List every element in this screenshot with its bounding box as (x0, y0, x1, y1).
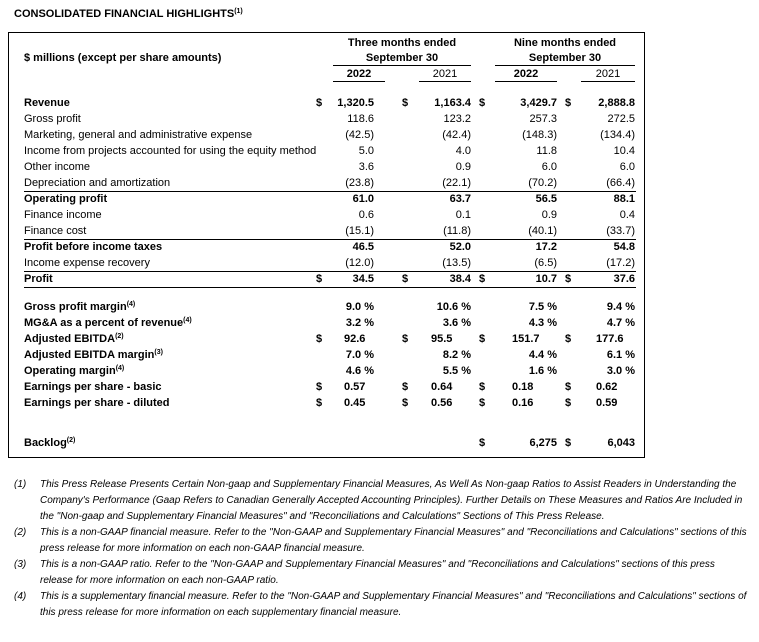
metric-value: 0.56 (431, 397, 453, 409)
title-text: CONSOLIDATED FINANCIAL HIGHLIGHTS (14, 8, 235, 20)
metric-label-text: Earnings per share - diluted (24, 397, 170, 409)
footnote-text: This is a non-GAAP ratio. Refer to the "Non-GAAP and Supplementary Financial Measures" and "Reconciliations and Calculations" sections of this press release for more information on each non-GAAP ratio. (40, 559, 715, 586)
metric-label (24, 300, 135, 314)
row-rule (24, 287, 636, 288)
row-value: 38.4 (449, 273, 471, 285)
row-value: 2,888.8 (598, 97, 635, 109)
row-value: (15.1) (345, 225, 374, 237)
footnote-ref: (2) (66, 437, 76, 444)
metric-label-text: Operating margin (24, 365, 116, 377)
footnote-ref: (4) (126, 301, 136, 308)
year-header: 2022 (513, 68, 539, 80)
row-label: Finance income (24, 209, 102, 221)
metric-value: 6.1 % (606, 349, 635, 361)
row-value: (42.4) (442, 129, 471, 141)
metric-value: 3.6 % (442, 317, 471, 329)
metric-value: 9.4 % (606, 301, 635, 313)
metric-value: 4.3 % (528, 317, 557, 329)
row-value: 6.0 (541, 161, 557, 173)
page-title (14, 8, 243, 20)
row-value: (6.5) (534, 257, 557, 269)
header-rule (333, 81, 385, 82)
currency-symbol: $ (316, 273, 323, 285)
row-label: Revenue (24, 97, 70, 109)
row-value: 52.0 (449, 241, 471, 253)
currency-symbol: $ (565, 381, 572, 393)
backlog-label (24, 436, 75, 450)
metric-label-text: Adjusted EBITDA margin (24, 349, 155, 361)
currency-symbol: $ (479, 333, 486, 345)
backlog-label-text: Backlog (24, 437, 67, 449)
backlog-value: 6,043 (607, 437, 635, 449)
row-label: Income expense recovery (24, 257, 150, 269)
currency-symbol: $ (402, 97, 409, 109)
currency-symbol: $ (479, 397, 486, 409)
backlog-value: 6,275 (529, 437, 557, 449)
footnote-text: This is a supplementary financial measure. Refer to the "Non-GAAP and Supplementary Financial Measures" and "Reconciliations and Calculations" sections of this press release for more information on each supplementary financial measure. (40, 591, 747, 618)
header-rule (581, 81, 635, 82)
row-value: (33.7) (606, 225, 635, 237)
metric-value: 0.57 (344, 381, 366, 393)
year-header: 2021 (432, 68, 458, 80)
row-value: 46.5 (352, 241, 374, 253)
metric-label (24, 316, 192, 330)
footnote-number: (4) (14, 591, 27, 602)
header-rule (495, 65, 635, 66)
currency-symbol: $ (316, 97, 323, 109)
row-label: Depreciation and amortization (24, 177, 171, 189)
footnote (14, 589, 749, 621)
metric-value: 4.7 % (606, 317, 635, 329)
footnote-ref: (2) (115, 333, 124, 340)
metric-value: 4.4 % (528, 349, 557, 361)
metric-label (24, 396, 169, 410)
row-value: (42.5) (345, 129, 374, 141)
footnote-number: (2) (14, 527, 27, 538)
metric-value: 151.7 (512, 333, 540, 345)
metric-value: 0.18 (512, 381, 534, 393)
metric-value: 0.62 (596, 381, 618, 393)
metric-value: 4.6 % (345, 365, 374, 377)
metric-value: 0.45 (344, 397, 366, 409)
currency-symbol: $ (316, 397, 323, 409)
row-value: 63.7 (449, 193, 471, 205)
metric-value: 10.6 % (436, 301, 471, 313)
currency-symbol: $ (565, 97, 572, 109)
row-value: 0.1 (455, 209, 471, 221)
metric-value: 3.2 % (345, 317, 374, 329)
group-three-months-line1: Three months ended (347, 37, 457, 49)
currency-symbol: $ (479, 97, 486, 109)
row-value: 118.6 (347, 113, 374, 125)
row-value: 17.2 (535, 241, 557, 253)
row-value: 56.5 (535, 193, 557, 205)
currency-symbol: $ (402, 397, 409, 409)
row-value: 0.6 (358, 209, 374, 221)
metric-value: 1.6 % (528, 365, 557, 377)
metric-label (24, 332, 124, 346)
currency-symbol: $ (402, 273, 409, 285)
metric-value: 92.6 (344, 333, 366, 345)
metric-value: 9.0 % (345, 301, 374, 313)
row-value: 3,429.7 (520, 97, 557, 109)
group-three-months-line2: September 30 (365, 52, 439, 64)
row-value: (40.1) (528, 225, 557, 237)
metric-label-text: MG&A as a percent of revenue (24, 317, 184, 329)
row-value: 37.6 (613, 273, 635, 285)
metric-value: 95.5 (431, 333, 453, 345)
title-footnote-ref: (1) (234, 8, 243, 15)
metric-label-text: Earnings per share - basic (24, 381, 162, 393)
metric-label-text: Adjusted EBITDA (24, 333, 116, 345)
row-label: Other income (24, 161, 91, 173)
row-value: (70.2) (528, 177, 557, 189)
header-rule (495, 81, 557, 82)
row-value: 4.0 (455, 145, 471, 157)
row-value: 6.0 (619, 161, 635, 173)
row-value: 61.0 (352, 193, 374, 205)
header-rule (333, 65, 471, 66)
row-label: Profit (24, 273, 53, 285)
group-nine-months-line1: Nine months ended (513, 37, 617, 49)
row-label: Gross profit (24, 113, 81, 125)
currency-symbol: $ (565, 437, 572, 449)
footnote-ref: (3) (154, 349, 163, 356)
currency-symbol: $ (565, 397, 572, 409)
row-value: 10.7 (535, 273, 557, 285)
row-value: (13.5) (442, 257, 471, 269)
metric-label (24, 364, 124, 378)
row-label: Operating profit (24, 193, 108, 205)
metric-value: 8.2 % (442, 349, 471, 361)
row-value: (12.0) (345, 257, 374, 269)
row-value: 88.1 (613, 193, 635, 205)
footnote (14, 557, 749, 589)
currency-symbol: $ (402, 381, 409, 393)
currency-symbol: $ (565, 273, 572, 285)
row-value: 54.8 (613, 241, 635, 253)
metric-value: 7.5 % (528, 301, 557, 313)
footnote-ref: (4) (115, 365, 125, 372)
row-value: 1,163.4 (434, 97, 471, 109)
row-value: (22.1) (442, 177, 471, 189)
row-value: 1,320.5 (337, 97, 374, 109)
row-value: (148.3) (522, 129, 557, 141)
units-label: $ millions (except per share amounts) (24, 52, 222, 64)
metric-value: 5.5 % (442, 365, 471, 377)
row-value: (11.8) (443, 225, 471, 237)
row-value: 5.0 (358, 145, 374, 157)
row-value: (134.4) (600, 129, 635, 141)
currency-symbol: $ (316, 381, 323, 393)
footnote-ref: (4) (183, 317, 192, 324)
year-header: 2021 (595, 68, 621, 80)
currency-symbol: $ (565, 333, 572, 345)
row-value: 0.4 (619, 209, 635, 221)
row-value: 3.6 (358, 161, 374, 173)
currency-symbol: $ (479, 437, 486, 449)
footnote-text: This Press Release Presents Certain Non-gaap and Supplementary Financial Measures, As Well As Non-gaap Ratios to Assist Readers in Understanding the Company's Performance (Gaap Refers to Canadian Generally Accepted Accounting Principles). Further Details on These Measures and Ratios Are Included in the "Non-gaap and Supplementary Financial Measures" and "Reconciliations and Calculations" Sections of This Press Release. (40, 479, 743, 522)
currency-symbol: $ (479, 381, 486, 393)
row-value: (66.4) (606, 177, 635, 189)
row-value: 0.9 (541, 209, 557, 221)
group-nine-months-line2: September 30 (528, 52, 602, 64)
footnote-text: This is a non-GAAP financial measure. Refer to the "Non-GAAP and Supplementary Financial Measures" and "Reconciliations and Calculations" sections of this press release for more information on each non-GAAP financial measure. (40, 527, 747, 554)
currency-symbol: $ (316, 333, 323, 345)
currency-symbol: $ (402, 333, 409, 345)
row-value: 0.9 (455, 161, 471, 173)
metric-value: 0.64 (431, 381, 453, 393)
row-label: Income from projects accounted for using the equity method (24, 145, 317, 157)
footnote (14, 525, 749, 557)
row-value: 272.5 (607, 113, 635, 125)
row-value: 257.3 (529, 113, 557, 125)
row-value: 123.2 (443, 113, 471, 125)
row-value: 11.8 (536, 145, 557, 157)
footnotes (14, 477, 749, 621)
footnote-number: (1) (14, 479, 27, 490)
row-label: Profit before income taxes (24, 241, 163, 253)
row-value: 10.4 (613, 145, 635, 157)
metric-label-text: Gross profit margin (24, 301, 127, 313)
footnote (14, 477, 749, 525)
footnote-number: (3) (14, 559, 27, 570)
year-header: 2022 (346, 68, 372, 80)
metric-value: 0.16 (512, 397, 534, 409)
metric-value: 7.0 % (345, 349, 374, 361)
row-value: 34.5 (352, 273, 374, 285)
row-value: (23.8) (345, 177, 374, 189)
metric-value: 177.6 (596, 333, 624, 345)
row-label: Finance cost (24, 225, 87, 237)
metric-label (24, 380, 162, 394)
metric-value: 3.0 % (606, 365, 635, 377)
row-label: Marketing, general and administrative expense (24, 129, 253, 141)
header-rule (419, 81, 471, 82)
currency-symbol: $ (479, 273, 486, 285)
metric-label (24, 348, 163, 362)
metric-value: 0.59 (596, 397, 618, 409)
row-value: (17.2) (606, 257, 635, 269)
